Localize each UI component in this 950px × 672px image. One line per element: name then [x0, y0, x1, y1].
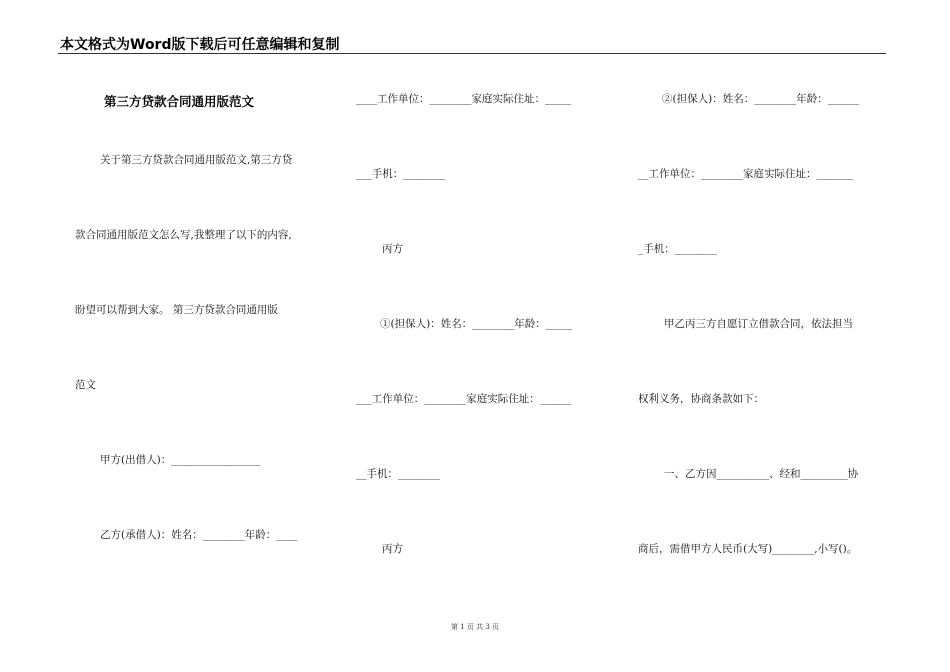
paragraph-line: 权利义务，协商条款如下：	[638, 393, 764, 405]
paragraph-line: __工作单位：________家庭实际住址：_______	[638, 168, 854, 180]
paragraph-line: 商后，需借甲方人民币(大写)________,小写()。	[638, 543, 858, 555]
paragraph-line: 款合同通用版范文怎么写,我整理了以下的内容,	[75, 229, 292, 241]
paragraph-line: ___手机：________	[356, 168, 446, 180]
party-a-line: 甲方(出借人)：_________________	[100, 454, 261, 466]
paragraph-line: 盼望可以帮到大家。 第三方贷款合同通用版	[75, 304, 278, 316]
paragraph-line: _手机：________	[638, 243, 717, 255]
paragraph-line: ___工作单位：________家庭实际住址：______	[356, 393, 572, 405]
paragraph-line: 甲乙丙三方自愿订立借款合同，依法担当	[664, 318, 853, 330]
party-c-label: 丙方	[382, 243, 403, 255]
paragraph-line: __手机：________	[356, 468, 440, 480]
paragraph-line: ____工作单位：________家庭实际住址：_____	[356, 93, 572, 105]
document-title: 第三方贷款合同通用版范文	[104, 94, 255, 109]
paragraph-line: 范文	[75, 379, 96, 391]
page-number: 第 1 页 共 3 页	[450, 623, 500, 631]
party-b-line: 乙方(承借人)：姓名：________年龄：____	[100, 529, 298, 541]
document-header-title: 本文格式为Word版下载后可任意编辑和复制	[60, 37, 340, 53]
paragraph-line: 关于第三方贷款合同通用版范文,第三方贷	[100, 154, 293, 166]
party-c-label: 丙方	[382, 543, 403, 555]
guarantor-2-line: ②(担保人)：姓名：________年龄：______	[662, 93, 860, 105]
header-divider	[58, 53, 886, 54]
guarantor-1-line: ①(担保人)：姓名：________年龄：_____	[380, 318, 572, 330]
clause-1-line: 一、乙方因__________、经和_________协	[664, 468, 859, 480]
